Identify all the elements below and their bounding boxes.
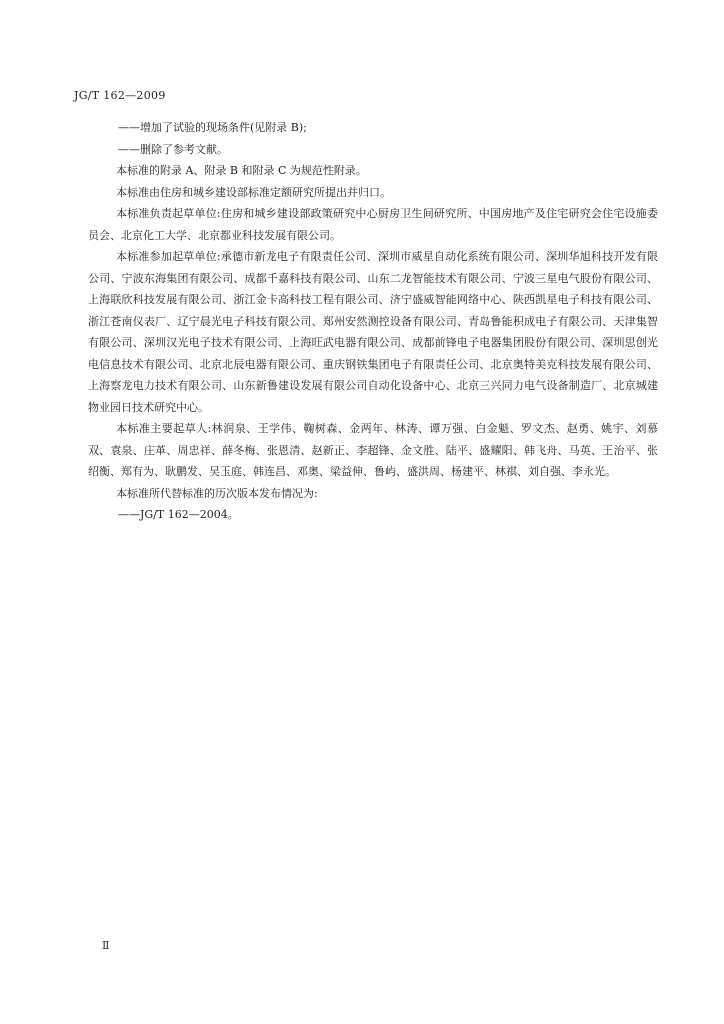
foreword-body [88, 117, 658, 526]
participating-units-paragraph: 本标准参加起草单位:承德市新龙电子有限责任公司、深圳市威星自动化系统有限公司、深圳华旭科技开发有限公司、宁波东海集团有限公司、成都千嘉科技有限公司、山东二龙智能技术有限公司、宁波三星电气股份有限公司、上海联欣科技发展有限公司、浙江金卡高科技工程有限公司、济宁盛威智能网络中心、陕西凯星电子科技有限公司、浙江苍南仪表厂、辽宁晨光电子科技有限公司、郑州安然测控设备有限公司、青岛鲁能积成电子有限公司、天津集智有限公司、深圳汉光电子技术有限公司、上海旺武电器有限公司、成都前锋电子电器集团股份有限公司、深圳思创光电信息技术有限公司、北京北辰电器有限公司、重庆钢铁集团电子有限责任公司、北京奥特美克科技发展有限公司、上海察龙电力技术有限公司、山东新鲁建设发展有限公司自动化设备中心、北京三兴同力电气设备制造厂、北京城建物业园日技术研究中心。 [88, 250, 658, 414]
change-item: ——增加了试验的现场条件(见附录 B); [118, 121, 307, 134]
page-number: Ⅱ [102, 939, 110, 952]
history-item: ——JG/T 162—2004。 [118, 508, 239, 521]
main-drafters-paragraph: 本标准主要起草人:林润泉、王学伟、鞠树森、金两年、林涛、谭万强、白金魁、罗文杰、赵勇、姚宇、刘慕双、袁泉、庄革、周忠祥、薛冬梅、张恩清、赵新正、李超锋、金文胜、陆平、盛耀阳、韩飞舟、马英、王治平、张绍衡、郑有为、耿鹏发、吴玉庭、韩连昌、邓奥、梁益伸、鲁屿、盛洪周、杨建平、林祺、刘自强、李永光。 [88, 422, 658, 478]
appendix-note: 本标准的附录 A、附录 B 和附录 C 为规范性附录。 [116, 164, 367, 177]
history-intro: 本标准所代替标准的历次版本发布情况为: [116, 486, 318, 500]
proposer-paragraph: 本标准由住房和城乡建设部标准定额研究所提出并归口。 [116, 185, 391, 199]
standard-code-header: JG/T 162—2009 [74, 89, 166, 102]
drafting-units-paragraph: 本标准负责起草单位:住房和城乡建设部政策研究中心厨房卫生间研究所、中国房地产及住宅研究会住宅设施委员会、北京化工大学、北京都业科技发展有限公司。 [88, 207, 658, 242]
change-item: ——删除了参考文献。 [118, 142, 228, 156]
